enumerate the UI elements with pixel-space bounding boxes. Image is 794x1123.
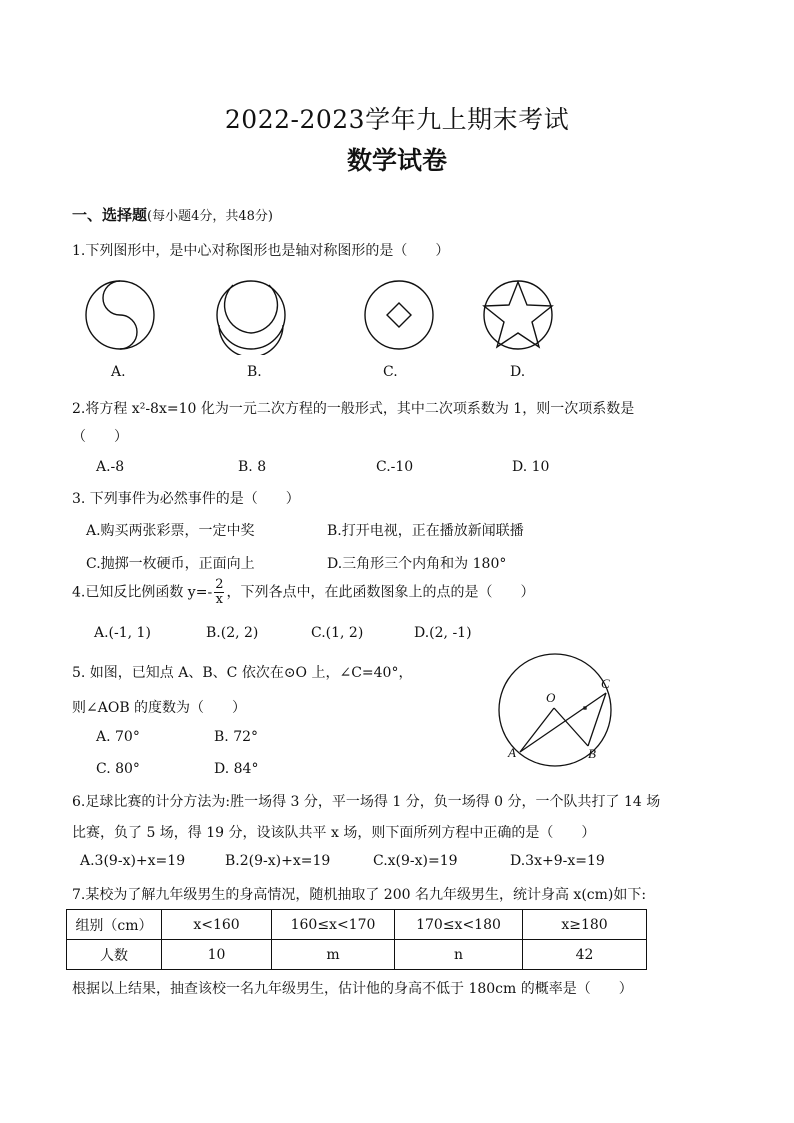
q4-stem — [72, 578, 534, 607]
star-in-circle-icon — [484, 281, 552, 349]
q2-option-b: B. 8 — [238, 459, 267, 475]
q2-option-c: C.-10 — [376, 459, 414, 475]
label-c: C — [601, 676, 610, 691]
q4-stem-pre: 4.已知反比例函数 y=- — [72, 584, 213, 601]
q4-option-c: C.(1, 2) — [311, 625, 364, 641]
q6-stem: 6.足球比赛的计分方法为:胜一场得 3 分，平一场得 1 分，负一场得 0 分，一个队共打了 14 场 — [72, 794, 661, 810]
q1-stem: 1.下列图形中，是中心对称图形也是轴对称图形的是（ ） — [72, 243, 450, 259]
q6-option-c: C.x(9-x)=19 — [373, 853, 458, 869]
q3-option-a: A.购买两张彩票，一定中奖 — [86, 523, 255, 539]
table-cell: n — [395, 940, 523, 970]
q4-option-d: D.(2, -1) — [414, 625, 472, 641]
table-cell: x<160 — [162, 910, 272, 940]
q5-option-d: D. 84° — [214, 761, 259, 777]
q5-option-a: A. 70° — [96, 729, 140, 745]
label-b: B — [588, 746, 596, 761]
q7-stem: 7.某校为了解九年级男生的身高情况，随机抽取了 200 名九年级男生，统计身高 x(cm)如下: — [72, 887, 647, 903]
q4-stem-post: ，下列各点中，在此函数图象上的点的是（ ） — [226, 584, 535, 601]
square-in-circle-icon — [365, 281, 433, 349]
table-cell: x≥180 — [523, 910, 647, 940]
label-a: A — [508, 745, 516, 760]
q3-option-d: D.三角形三个内角和为 180° — [327, 556, 507, 572]
segment-oa — [520, 708, 554, 752]
q6-option-d: D.3x+9-x=19 — [510, 853, 605, 869]
q5-option-b: B. 72° — [214, 729, 259, 745]
q6-stem2: 比赛，负了 5 场，得 19 分，设该队共平 x 场，则下面所列方程中正确的是（ ） — [72, 825, 596, 841]
segment-ac — [520, 693, 606, 752]
q5-stem2: 则∠AOB 的度数为（ ） — [72, 700, 247, 716]
table-cell: 160≤x<170 — [272, 910, 395, 940]
height-table — [66, 909, 647, 970]
table-cell: 42 — [523, 940, 647, 970]
section-heading — [72, 204, 273, 225]
q1-figures — [80, 275, 560, 355]
table-row — [67, 940, 647, 970]
q4-frac-den: x — [215, 592, 223, 607]
q2-option-d: D. 10 — [512, 459, 550, 475]
q1-label-b: B. — [247, 364, 262, 380]
q5-stem: 5. 如图，已知点 A、B、C 依次在⊙O 上，∠C=40°， — [72, 665, 413, 681]
q1-label-d: D. — [510, 364, 526, 380]
three-arcs-circle-icon — [217, 281, 285, 355]
yin-yang-circle-icon — [86, 281, 154, 349]
q1-label-c: C. — [383, 364, 398, 380]
q2-paren: （ ） — [72, 429, 128, 445]
q5-option-c: C. 80° — [96, 761, 140, 777]
table-cell: 组别（cm） — [67, 910, 162, 940]
q4-option-a: A.(-1, 1) — [94, 625, 151, 641]
exam-title: 2022-2023学年九上期末考试 — [224, 105, 570, 134]
table-cell: 人数 — [67, 940, 162, 970]
q3-stem: 3. 下列事件为必然事件的是（ ） — [72, 491, 300, 507]
exam-subtitle: 数学试卷 — [346, 146, 447, 175]
section-note: (每小题4分，共48分) — [147, 209, 273, 224]
label-o: O — [546, 690, 556, 705]
q3-option-b: B.打开电视，正在播放新闻联播 — [327, 523, 524, 539]
q4-fraction — [214, 578, 224, 607]
section-title: 一、选择题 — [72, 206, 148, 224]
q7-followup: 根据以上结果，抽查该校一名九年级男生，估计他的身高不低于 180cm 的概率是（ ） — [72, 981, 633, 997]
q6-option-a: A.3(9-x)+x=19 — [80, 853, 186, 869]
q2-option-a: A.-8 — [96, 459, 125, 475]
table-cell: 170≤x<180 — [395, 910, 523, 940]
q3-option-c: C.抛掷一枚硬币，正面向上 — [86, 556, 255, 572]
table-cell: 10 — [162, 940, 272, 970]
q2-stem: 2.将方程 x²-8x=10 化为一元二次方程的一般形式，其中二次项系数为 1，则一次项系数是 — [72, 401, 635, 417]
q4-frac-num: 2 — [215, 577, 224, 592]
q1-label-a: A. — [111, 364, 126, 380]
q5-circle-figure — [490, 652, 630, 767]
table-row — [67, 910, 647, 940]
segment-ob — [554, 708, 588, 746]
q4-option-b: B.(2, 2) — [206, 625, 259, 641]
q6-option-b: B.2(9-x)+x=19 — [225, 853, 331, 869]
table-cell: m — [272, 940, 395, 970]
